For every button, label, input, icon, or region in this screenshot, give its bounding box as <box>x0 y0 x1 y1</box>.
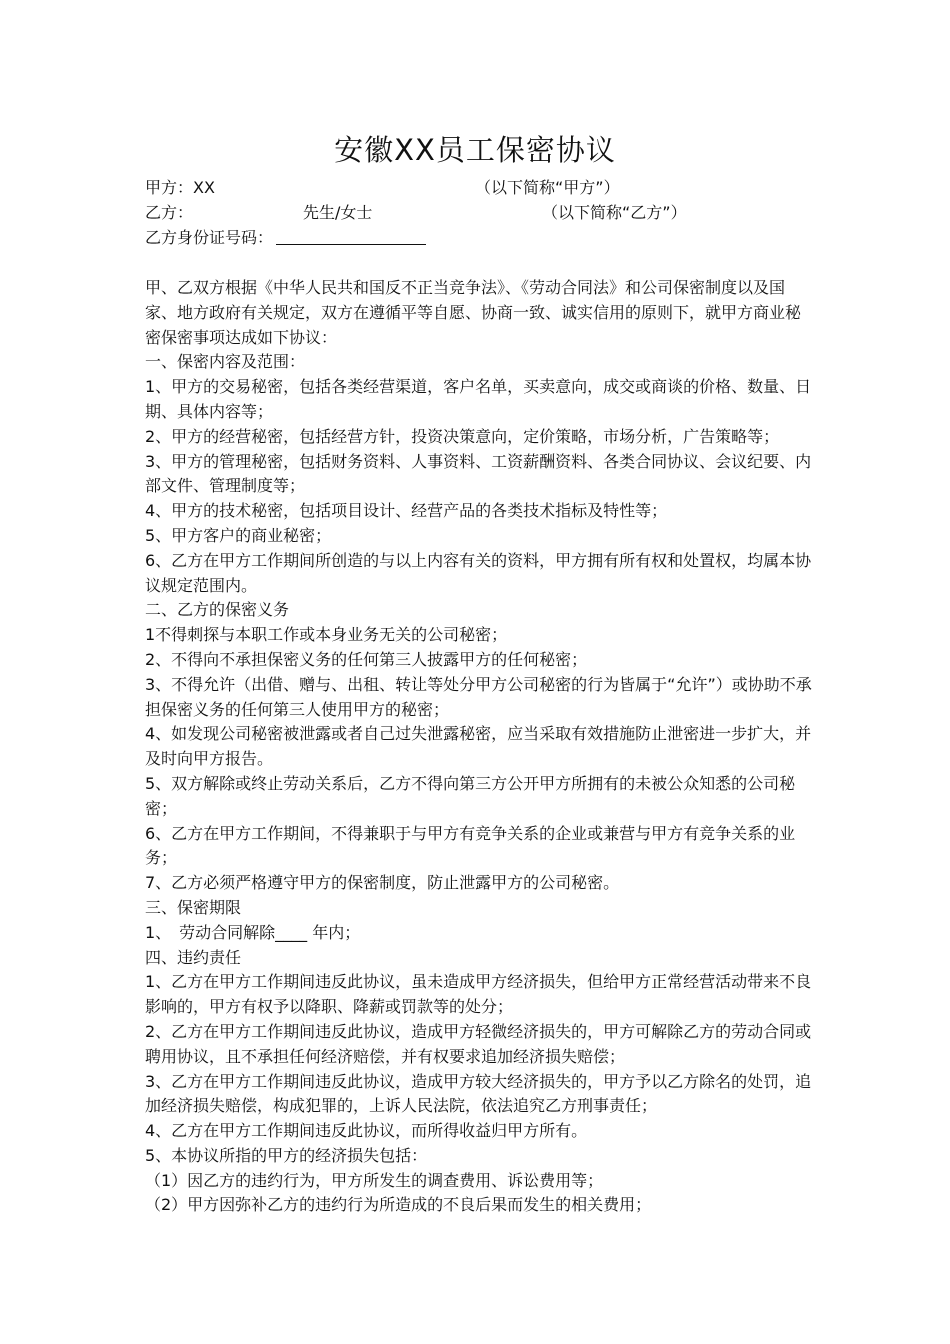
party-b-salutation: 先生/女士 <box>303 203 373 222</box>
clause-paragraph: 2、不得向不承担保密义务的任何第三人披露甲方的任何秘密； <box>145 649 588 669</box>
sub-clause-paragraph: （2）甲方因弥补乙方的违约行为所造成的不良后果而发生的相关费用； <box>145 1195 652 1215</box>
document-title: 安徽XX员工保密协议 <box>334 133 616 167</box>
section-heading: 一、保密内容及范围： <box>145 352 306 372</box>
party-b-label: 乙方： <box>145 203 194 222</box>
clause-paragraph: 4、甲方的技术秘密，包括项目设计、经营产品的各类技术指标及特性等； <box>145 501 668 521</box>
agreement-body <box>145 276 815 1218</box>
clause-paragraph: 1、 劳动合同解除____ 年内； <box>145 922 361 942</box>
party-b-alias: （以下简称“乙方”） <box>542 203 687 222</box>
clause-paragraph: 2、乙方在甲方工作期间违反此协议，造成甲方轻微经济损失的，甲方可解除乙方的劳动合同或聘用协议，且不承担任何经济赔偿，并有权要求追加经济损失赔偿； <box>145 1021 812 1066</box>
section-heading: 二、乙方的保密义务 <box>145 600 290 620</box>
clause-paragraph: 3、乙方在甲方工作期间违反此协议，造成甲方较大经济损失的，甲方予以乙方除名的处罚，追加经济损失赔偿，构成犯罪的，上诉人民法院，依法追究乙方刑事责任； <box>145 1071 812 1116</box>
section-heading: 四、违约责任 <box>145 947 242 967</box>
clause-paragraph: 3、甲方的管理秘密，包括财务资料、人事资料、工资薪酬资料、各类合同协议、会议纪要、内部文件、管理制度等； <box>145 451 812 496</box>
clause-paragraph: 2、甲方的经营秘密，包括经营方针，投资决策意向，定价策略，市场分析，广告策略等； <box>145 426 780 446</box>
clause-paragraph: 5、甲方客户的商业秘密； <box>145 525 332 545</box>
clause-paragraph: 1不得刺探与本职工作或本身业务无关的公司秘密； <box>145 625 508 645</box>
clause-paragraph: 7、乙方必须严格遵守甲方的保密制度，防止泄露甲方的公司秘密。 <box>145 873 620 893</box>
id-number-blank-line <box>276 244 426 245</box>
party-a-label: 甲方：XX <box>145 178 215 197</box>
clause-paragraph: 5、本协议所指的甲方的经济损失包括： <box>145 1145 428 1165</box>
clause-paragraph: 5、双方解除或终止劳动关系后，乙方不得向第三方公开甲方所拥有的未被公众知悉的公司秘密； <box>145 773 796 818</box>
clause-paragraph: 1、甲方的交易秘密，包括各类经营渠道，客户名单，买卖意向，成交或商谈的价格、数量、日期、具体内容等； <box>145 377 812 421</box>
preamble-paragraph: 甲、乙双方根据《中华人民共和国反不正当竞争法》、《劳动合同法》和公司保密制度以及国家、地方政府有关规定，双方在遵循平等自愿、协商一致、诚实信用的原则下，就甲方商业秘密保密事项达成如下协议： <box>145 278 802 347</box>
party-a-alias: （以下简称“甲方”） <box>475 178 620 197</box>
clause-paragraph: 1、乙方在甲方工作期间违反此协议，虽未造成甲方经济损失，但给甲方正常经营活动带来不良影响的，甲方有权予以降职、降薪或罚款等的处分； <box>145 972 812 1017</box>
id-number-label: 乙方身份证号码： <box>145 228 274 247</box>
clause-paragraph: 4、如发现公司秘密被泄露或者自己过失泄露秘密，应当采取有效措施防止泄密进一步扩大，并及时向甲方报告。 <box>145 724 812 769</box>
clause-paragraph: 6、乙方在甲方工作期间，不得兼职于与甲方有竞争关系的企业或兼营与甲方有竞争关系的业务； <box>145 823 796 868</box>
section-heading: 三、保密期限 <box>145 897 242 917</box>
clause-paragraph: 4、乙方在甲方工作期间违反此协议，而所得收益归甲方所有。 <box>145 1121 588 1141</box>
sub-clause-paragraph: （1）因乙方的违约行为，甲方所发生的调查费用、诉讼费用等； <box>145 1170 604 1190</box>
clause-paragraph: 3、不得允许（出借、赠与、出租、转让等处分甲方公司秘密的行为皆属于“允许”）或协助不承担保密义务的任何第三人使用甲方的秘密； <box>145 674 812 719</box>
clause-paragraph: 6、乙方在甲方工作期间所创造的与以上内容有关的资料，甲方拥有所有权和处置权，均属本协议规定范围内。 <box>145 550 812 595</box>
